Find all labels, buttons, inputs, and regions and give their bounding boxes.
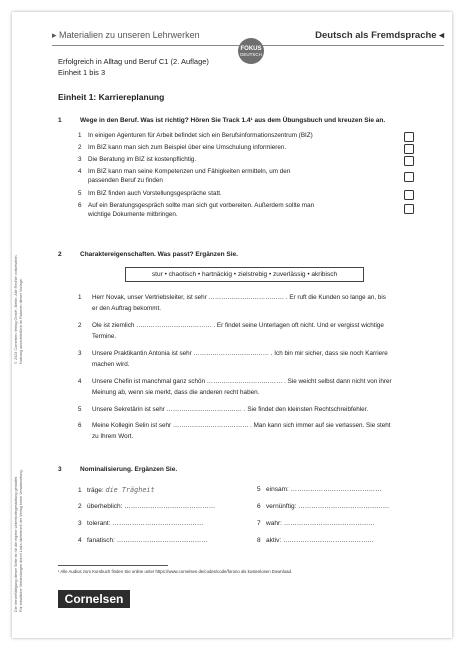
side-copyright-top <box>14 254 24 364</box>
item-number: 5 <box>257 486 261 493</box>
item-answer[interactable]: …………………………………… <box>116 537 208 544</box>
item-answer[interactable]: …………………………………… <box>112 520 204 527</box>
item-text: Unsere Chefin ist manchmal ganz schön ……………………………… . Sie weicht selbst dann nicht von ihrer Meinung ab, wenn sie merkt, dass die anderen recht haben. <box>92 378 392 396</box>
exercise-3-number: 3 <box>58 466 62 473</box>
header-right-text: Deutsch als Fremdsprache <box>315 30 437 41</box>
nominalization-item <box>78 537 208 544</box>
item-number: 7 <box>257 520 261 527</box>
item-text: In einigen Agenturen für Arbeit befindet sich ein Berufsinformationszentrum (BIZ) <box>88 132 313 139</box>
side-copyright-line-4: Für inhaltliche Verbindungen durch Links übernimmt der Verlag keine Verantwortung. <box>19 469 23 612</box>
item-number: 1 <box>78 132 82 139</box>
item-word: aktiv: <box>266 537 282 544</box>
answer-checkbox[interactable] <box>404 172 414 182</box>
page-header <box>12 12 452 46</box>
header-left-text: Materialien zu unseren Lehrwerken <box>59 30 200 40</box>
book-title: Erfolgreich in Alltag und Beruf C1 (2. Auflage) <box>58 57 209 66</box>
answer-checkbox[interactable] <box>404 204 414 214</box>
item-number: 6 <box>78 422 82 429</box>
exercise-1-items <box>58 132 438 242</box>
exercise-1-heading <box>58 116 418 125</box>
word-box: stur • chaotisch • hartnäckig • zielstrebig • zuverlässig • akribisch <box>125 267 364 282</box>
item-text: Die Beratung im BIZ ist kostenpflichtig. <box>88 156 197 163</box>
item-text: Ole ist ziemlich ……………………………… . Er findet seine Unterlagen oft nicht. Und er vergisst wichtige Termine. <box>92 322 384 340</box>
answer-checkbox[interactable] <box>404 156 414 166</box>
item-number: 2 <box>78 144 82 151</box>
exercise-1 <box>58 116 418 125</box>
item-number: 1 <box>78 487 82 494</box>
item-text: Herr Novak, unser Vertriebsleiter, ist sehr ……………………………… . Er ruft die Kunden so lange an, bis er den Auftrag bekommt. <box>92 294 386 312</box>
item-number: 4 <box>78 168 82 175</box>
header-left-title: ▸ Materialien zu unseren Lehrwerken <box>52 30 200 40</box>
item-text: Im BIZ kann man sich zum Beispiel über eine Umschulung informieren. <box>88 144 287 151</box>
item-text: Im BIZ finden auch Vorstellungsgespräche statt. <box>88 190 222 197</box>
nominalization-item <box>78 520 203 527</box>
item-number: 1 <box>78 294 82 301</box>
item-number: 6 <box>78 202 82 209</box>
item-answer: die Trägheit <box>105 486 155 494</box>
badge-line-1: FOKUS <box>240 46 262 52</box>
item-number: 8 <box>257 537 261 544</box>
item-number: 3 <box>78 156 82 163</box>
item-number: 4 <box>78 378 82 385</box>
item-number: 2 <box>78 503 82 510</box>
nominalization-item <box>257 503 389 510</box>
item-word: einsam: <box>266 486 289 493</box>
header-right-title: Deutsch als Fremdsprache ◂ <box>315 30 444 41</box>
exercise-3 <box>58 465 418 474</box>
item-word: vernünftig: <box>266 503 297 510</box>
item-answer[interactable]: …………………………………… <box>283 537 375 544</box>
item-number: 2 <box>78 322 82 329</box>
nominalization-item <box>257 486 382 493</box>
item-number: 5 <box>78 190 82 197</box>
item-answer[interactable]: …………………………………… <box>283 520 375 527</box>
exercise-1-number: 1 <box>58 117 62 124</box>
nominalization-item <box>257 520 375 527</box>
cornelsen-logo: Cornelsen <box>58 590 130 608</box>
item-answer[interactable]: …………………………………… <box>124 503 216 510</box>
item-word: tolerant: <box>87 520 111 527</box>
exercise-2 <box>58 250 418 259</box>
side-copyright-line-3: Die Vervielfältigung dieser Seite ist für die eigene Unterrichtsgestaltung gestattet. <box>14 475 18 612</box>
side-copyright-bottom <box>14 469 24 612</box>
nominalization-item <box>78 486 155 494</box>
item-word: überheblich: <box>87 503 123 510</box>
footnote-divider <box>58 565 168 566</box>
item-word: fanatisch: <box>87 537 115 544</box>
item-word: wahr: <box>266 520 282 527</box>
item-answer[interactable]: …………………………………… <box>298 503 390 510</box>
item-text: Unsere Sekretärin ist sehr ……………………………… . Sie findet den kleinsten Rechtschreibfehler. <box>92 406 369 413</box>
item-number: 3 <box>78 520 82 527</box>
answer-checkbox[interactable] <box>404 132 414 142</box>
side-copyright-line-2: Nutzung ausschließlich im Rahmen dieser Vorlage. <box>19 278 23 364</box>
item-number: 4 <box>78 537 82 544</box>
unit-title: Einheit 1: Karriereplanung <box>58 92 165 102</box>
exercise-3-instruction: Nominalisierung. Ergänzen Sie. <box>80 466 178 473</box>
book-units: Einheit 1 bis 3 <box>58 68 106 77</box>
footnote: ¹ Alle Audios zum Kursbuch finden Sie online unter https://www.cornelsen.de/codes/code/forono als kostenlosen Download. <box>58 569 293 574</box>
answer-checkbox[interactable] <box>404 190 414 200</box>
exercise-1-instruction: Wege in den Beruf. Was ist richtig? Hören Sie Track 1.4¹ aus dem Übungsbuch und kreuzen Sie an. <box>80 117 386 124</box>
item-word: träge: <box>87 487 104 494</box>
answer-checkbox[interactable] <box>404 144 414 154</box>
fokus-deutsch-badge <box>238 38 264 64</box>
item-text: Unsere Praktikantin Antonia ist sehr ……………………………… . Ich bin mir sicher, dass sie noch Karriere machen wird. <box>92 350 388 368</box>
item-number: 5 <box>78 406 82 413</box>
nominalization-item <box>78 503 215 510</box>
item-text: Im BIZ kann man seine Kompetenzen und Fähigkeiten ermitteln, um den passenden Beruf zu finden <box>88 168 291 184</box>
item-number: 6 <box>257 503 261 510</box>
exercise-2-heading <box>58 250 418 259</box>
nominalization-item <box>257 537 374 544</box>
item-number: 3 <box>78 350 82 357</box>
item-text: Auf ein Beratungsgespräch sollte man sich gut vorbereiten. Außerdem sollte man wichtige Dokumente mitbringen. <box>88 202 315 218</box>
item-answer[interactable]: …………………………………… <box>290 486 382 493</box>
exercise-2-number: 2 <box>58 251 62 258</box>
worksheet-page <box>12 12 452 638</box>
badge-line-2: DEUTSCH <box>240 52 262 57</box>
exercise-3-heading <box>58 465 418 474</box>
exercise-2-instruction: Charaktereigenschaften. Was passt? Ergänzen Sie. <box>80 251 238 258</box>
book-info <box>58 56 209 78</box>
item-text: Meine Kollegin Selin ist sehr ……………………………… . Man kann sich immer auf sie verlassen. Sie steht zu Ihrem Wort. <box>92 422 391 440</box>
side-copyright-line-1: © 2023 Cornelsen Verlag GmbH, Berlin. Alle Rechte vorbehalten. <box>14 254 18 364</box>
